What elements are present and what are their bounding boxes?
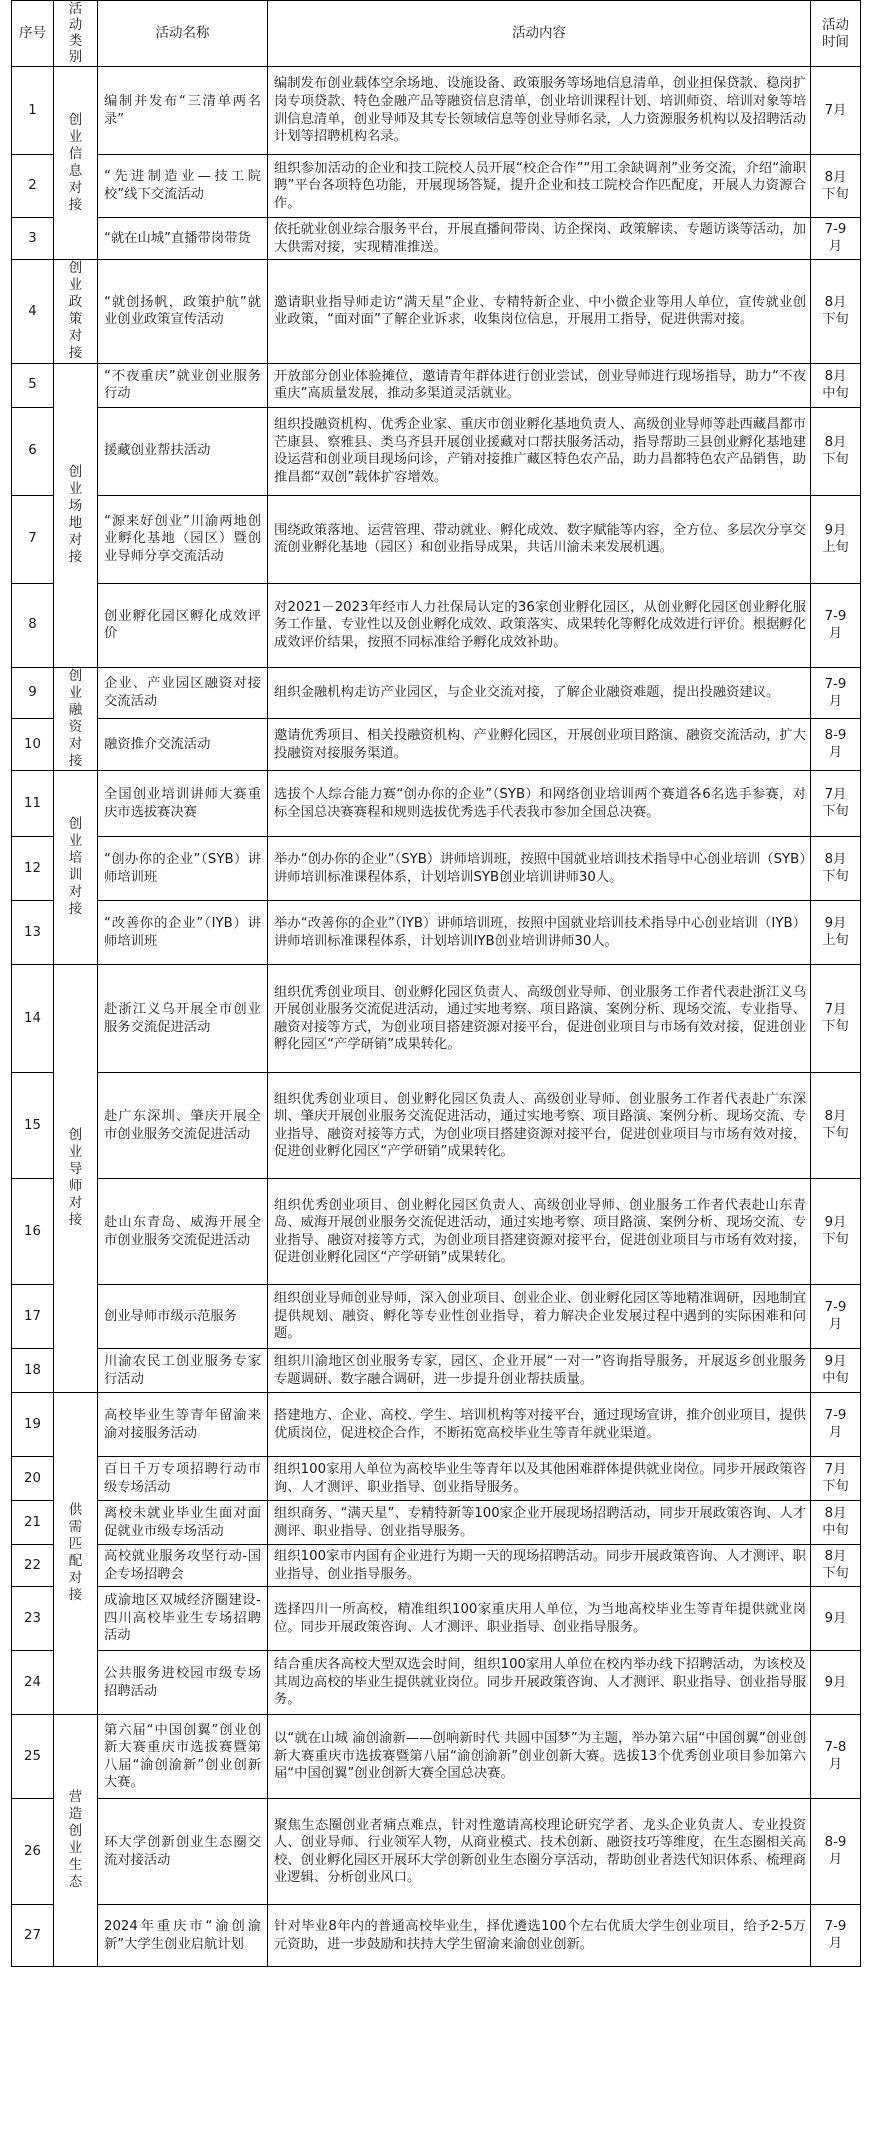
- activity-time: [811, 1715, 861, 1799]
- table-row: [12, 363, 861, 407]
- header-name: 活动名称: [98, 1, 268, 67]
- activity-name: 融资推介交流活动: [98, 719, 268, 771]
- category-label: 供需匹配对接: [68, 1502, 83, 1604]
- category-cell: [54, 260, 98, 364]
- activity-name: 赴广东深圳、肇庆开展全市创业服务交流促进活动: [98, 1073, 268, 1179]
- activity-time: [811, 837, 861, 901]
- activity-content: 组织优秀创业项目、创业孵化园区负责人、高级创业导师、创业服务工作者代表赴浙江义乌开展创业服务交流促进活动，通过实地考察、项目路演、案例分析、现场交流、专业指导、融资对接等方式，为创业项目搭建资源对接平台，促进创业项目与市场有效对接，促进创业孵化园区“产学研销”成果转化。: [268, 965, 811, 1073]
- row-seq: 21: [12, 1501, 54, 1545]
- activity-content: 开放部分创业体验摊位，邀请青年群体进行创业尝试，创业导师进行现场指导，助力“不夜重庆”高质量发展，推动多渠道灵活就业。: [268, 363, 811, 407]
- activity-content: 围绕政策落地、运营管理、带动就业、孵化成效、数字赋能等内容，全方位、多层次分享交流创业孵化基地（园区）和创业指导成果，共话川渝未来发展机遇。: [268, 495, 811, 583]
- activity-name: 创业孵化园区孵化成效评价: [98, 583, 268, 667]
- activity-table-container: [11, 0, 860, 1967]
- activity-name: 赴浙江义乌开展全市创业服务交流促进活动: [98, 965, 268, 1073]
- row-seq: 6: [12, 407, 54, 495]
- row-seq: 11: [12, 771, 54, 837]
- activity-name: 编制并发布“三清单两名录”: [98, 67, 268, 155]
- table-row: [12, 1457, 861, 1501]
- activity-name: 2024年重庆市“渝创渝新”大学生创业启航计划: [98, 1905, 268, 1967]
- activity-content: 编制发布创业载体空余场地、设施设备、政策服务等场地信息清单，创业担保贷款、稳岗扩岗专项贷款、特色金融产品等融资信息清单，创业培训课程计划、培训师资、培训对象等培训信息清单，创业导师及其专长领域信息等创业导师名录，人力资源服务机构以及招聘活动计划等招聘机构名录。: [268, 67, 811, 155]
- table-row: [12, 901, 861, 965]
- row-seq: 1: [12, 67, 54, 155]
- category-cell: [54, 1715, 98, 1967]
- activity-name: 第六届“中国创翼”创业创新大赛重庆市选拔赛暨第八届“渝创渝新”创业创新大赛。: [98, 1715, 268, 1799]
- activity-content: 以“就在山城 渝创渝新——创响新时代 共圆中国梦”为主题，举办第六届“中国创翼”创业创新大赛重庆市选拔赛暨第八届“渝创渝新”创业创新大赛。选拔13个优秀创业项目参加第六届“中国创翼”创业创新大赛全国总决赛。: [268, 1715, 811, 1799]
- table-row: [12, 1651, 861, 1715]
- activity-content: 举办“创办你的企业”（SYB）讲师培训班，按照中国就业培训技术指导中心创业培训（SYB）讲师培训标准课程体系，计划培训SYB创业培训讲师30人。: [268, 837, 811, 901]
- activity-name: 离校未就业毕业生面对面促就业市级专场活动: [98, 1501, 268, 1545]
- table-row: [12, 407, 861, 495]
- row-seq: 24: [12, 1651, 54, 1715]
- activity-time: [811, 1545, 861, 1587]
- activity-name: “就创扬帆，政策护航”就业创业政策宣传活动: [98, 260, 268, 364]
- category-label: 创业融资对接: [68, 667, 83, 769]
- row-seq: 23: [12, 1587, 54, 1651]
- activity-time: [811, 1285, 861, 1349]
- activity-time: [811, 965, 861, 1073]
- activity-time-text: 8-9月: [824, 1835, 847, 1868]
- category-label: 创业导师对接: [68, 1127, 83, 1229]
- row-seq: 3: [12, 218, 54, 260]
- activity-time: [811, 363, 861, 407]
- table-row: [12, 667, 861, 719]
- activity-time-text: 7-9月: [824, 676, 847, 709]
- activity-time-text: 9月: [824, 1674, 847, 1690]
- activity-name: 企业、产业园区融资对接交流活动: [98, 667, 268, 719]
- table-row: [12, 218, 861, 260]
- table-row: [12, 1905, 861, 1967]
- activity-time: [811, 1457, 861, 1501]
- row-seq: 12: [12, 837, 54, 901]
- category-label: 营造创业生态: [68, 1789, 83, 1891]
- table-row: [12, 67, 861, 155]
- activity-time: [811, 1651, 861, 1715]
- row-seq: 18: [12, 1349, 54, 1393]
- activity-time-text: 7-9月: [824, 1300, 847, 1333]
- activity-time: [811, 1179, 861, 1285]
- activity-content: 组织商务、“满天星”、专精特新等100家企业开展现场招聘活动，同步开展政策咨询、人才测评、职业指导、创业指导服务。: [268, 1501, 811, 1545]
- activity-content: 结合重庆各高校大型双选会时间，组织100家用人单位在校内举办线下招聘活动，为该校及其周边高校的毕业生提供就业岗位。同步开展政策咨询、人才测评、职业指导、创业指导服务。: [268, 1651, 811, 1715]
- activity-time: [811, 218, 861, 260]
- activity-time: [811, 771, 861, 837]
- activity-time-text: 7月下旬: [822, 1002, 849, 1035]
- table-row: [12, 495, 861, 583]
- table-row: [12, 1393, 861, 1457]
- activity-time-text: 9月: [824, 1610, 847, 1626]
- activity-time-text: 8月中旬: [822, 1506, 849, 1539]
- activity-time: [811, 667, 861, 719]
- activity-name: “就在山城”直播带岗带货: [98, 218, 268, 260]
- row-seq: 9: [12, 667, 54, 719]
- row-seq: 17: [12, 1285, 54, 1349]
- category-cell: [54, 67, 98, 260]
- activity-time-text: 9月上旬: [822, 916, 849, 949]
- activity-name: 赴山东青岛、威海开展全市创业服务交流促进活动: [98, 1179, 268, 1285]
- activity-name: 成渝地区双城经济圈建设-四川高校毕业生专场招聘活动: [98, 1587, 268, 1651]
- activity-time: [811, 407, 861, 495]
- activity-name: 援藏创业帮扶活动: [98, 407, 268, 495]
- activity-content: 搭建地方、企业、高校、学生、培训机构等对接平台，通过现场宣讲，推介创业项目，提供优质岗位，促进校企合作，不断拓宽高校毕业生等青年就业渠道。: [268, 1393, 811, 1457]
- activity-name: 川渝农民工创业服务专家行活动: [98, 1349, 268, 1393]
- activity-name: 环大学创新创业生态圈交流对接活动: [98, 1799, 268, 1905]
- table-row: [12, 1285, 861, 1349]
- header-time-text: 活动时间: [822, 16, 849, 50]
- table-row: [12, 1349, 861, 1393]
- activity-time-text: 8-9月: [824, 728, 847, 761]
- activity-content: 组织投融资机构、优秀企业家、重庆市创业孵化基地负责人、高级创业导师等赴西藏昌都市芒康县、察雅县、类乌齐县开展创业援藏对口帮扶服务活动，指导帮助三县创业孵化基地建设运营和创业项目现场问诊，产销对接推广藏区特色农产品，助力昌都特色农产品销售，助推昌都“双创”载体扩容增效。: [268, 407, 811, 495]
- activity-time: [811, 1393, 861, 1457]
- row-seq: 5: [12, 363, 54, 407]
- row-seq: 4: [12, 260, 54, 364]
- header-category-text: 活动类别: [68, 1, 83, 65]
- table-row: [12, 837, 861, 901]
- activity-time-text: 9月下旬: [822, 1215, 849, 1248]
- activity-content: 组织创业导师创业导师，深入创业项目、创业企业、创业孵化园区等地精准调研，因地制宜提供规划、融资、孵化等专业性创业指导，着力解决企业发展过程中遇到的实际困难和问题。: [268, 1285, 811, 1349]
- category-cell: [54, 1393, 98, 1715]
- activity-time: [811, 583, 861, 667]
- activity-content: 选择四川一所高校，精准组织100家重庆用人单位，为当地高校毕业生等青年提供就业岗位。同步开展政策咨询、人才测评、职业指导、创业指导服务。: [268, 1587, 811, 1651]
- activity-content: 组织参加活动的企业和技工院校人员开展“校企合作”“用工余缺调剂”业务交流，介绍“渝职聘”平台各项特色功能，开展现场答疑，提升企业和技工院校合作匹配度，开展人力资源合作。: [268, 155, 811, 218]
- activity-time-text: 7-9月: [824, 608, 847, 641]
- activity-name: 百日千万专项招聘行动市级专场活动: [98, 1457, 268, 1501]
- activity-time: [811, 155, 861, 218]
- table-row: [12, 1179, 861, 1285]
- activity-name: 高校就业服务攻坚行动-国企专场招聘会: [98, 1545, 268, 1587]
- row-seq: 27: [12, 1905, 54, 1967]
- activity-time-text: 7-9月: [824, 1919, 847, 1952]
- activity-content: 邀请职业指导师走访“满天星”企业、专精特新企业、中小微企业等用人单位，宣传就业创业政策，“面对面”了解企业诉求，收集岗位信息，开展用工指导，促进供需对接。: [268, 260, 811, 364]
- table-row: [12, 155, 861, 218]
- activity-content: 邀请优秀项目、相关投融资机构、产业孵化园区，开展创业项目路演、融资交流活动，扩大投融资对接服务渠道。: [268, 719, 811, 771]
- table-header-row: [12, 1, 861, 67]
- category-label: 创业信息对接: [68, 111, 83, 213]
- table-row: [12, 1715, 861, 1799]
- header-time: [811, 1, 861, 67]
- activity-time: [811, 1799, 861, 1905]
- activity-time: [811, 901, 861, 965]
- activity-name: 创业导师市级示范服务: [98, 1285, 268, 1349]
- row-seq: 20: [12, 1457, 54, 1501]
- row-seq: 7: [12, 495, 54, 583]
- activity-name: “不夜重庆”就业创业服务行动: [98, 363, 268, 407]
- row-seq: 13: [12, 901, 54, 965]
- activity-time-text: 8月下旬: [822, 295, 849, 327]
- activity-content: 组织100家用人单位为高校毕业生等青年以及其他困难群体提供就业岗位。同步开展政策咨询、人才测评、职业指导、创业指导服务。: [268, 1457, 811, 1501]
- row-seq: 16: [12, 1179, 54, 1285]
- activity-time-text: 8月中旬: [822, 368, 849, 401]
- activity-time-text: 7-9月: [824, 1408, 847, 1441]
- activity-time-text: 8月下旬: [822, 852, 849, 885]
- activity-content: 组织100家市内国有企业进行为期一天的现场招聘活动。同步开展政策咨询、人才测评、职业指导、创业指导服务。: [268, 1545, 811, 1587]
- activity-content: 组织优秀创业项目、创业孵化园区负责人、高级创业导师、创业服务工作者代表赴广东深圳、肇庆开展创业服务交流促进活动，通过实地考察、项目路演、案例分析、现场交流、专业指导、融资对接等方式，为创业项目搭建资源对接平台，促进创业项目与市场有效对接，促进创业孵化园区“产学研销”成果转化。: [268, 1073, 811, 1179]
- activity-name: “创办你的企业”（SYB）讲师培训班: [98, 837, 268, 901]
- category-cell: [54, 771, 98, 965]
- table-row: [12, 260, 861, 364]
- activity-content: 依托就业创业综合服务平台，开展直播间带岗、访企探岗、政策解读、专题访谈等活动，加大供需对接，实现精准推送。: [268, 218, 811, 260]
- activity-time-text: 7月: [824, 102, 847, 118]
- category-label: 创业政策对接: [68, 260, 83, 361]
- activity-time: [811, 1587, 861, 1651]
- activity-time: [811, 67, 861, 155]
- activity-content: 聚焦生态圈创业者痛点难点，针对性邀请高校理论研究学者、龙头企业负责人、专业投资人、创业导师、行业领军人物，从商业模式、技术创新、融资技巧等维度，在生态圈相关高校、创业孵化园区开展环大学创新创业生态圈分享活动，帮助创业者迭代知识体系、梳理商业逻辑、分析创业风口。: [268, 1799, 811, 1905]
- activity-name: 公共服务进校园市级专场招聘活动: [98, 1651, 268, 1715]
- header-category: [54, 1, 98, 67]
- row-seq: 22: [12, 1545, 54, 1587]
- activity-content: 组织优秀创业项目、创业孵化园区负责人、高级创业导师、创业服务工作者代表赴山东青岛、威海开展创业服务交流促进活动，通过实地考察、项目路演、案例分析、现场交流、专业指导、融资对接等方式，为创业项目搭建资源对接平台，促进创业项目与市场有效对接，促进创业孵化园区“产学研销”成果转化。: [268, 1179, 811, 1285]
- activity-time-text: 8月下旬: [822, 169, 849, 202]
- row-seq: 19: [12, 1393, 54, 1457]
- table-row: [12, 771, 861, 837]
- table-row: [12, 583, 861, 667]
- row-seq: 8: [12, 583, 54, 667]
- activity-time: [811, 1073, 861, 1179]
- activity-time-text: 8月下旬: [822, 434, 849, 467]
- table-row: [12, 1587, 861, 1651]
- table-row: [12, 1501, 861, 1545]
- activity-content: 组织川渝地区创业服务专家，园区、企业开展“一对一”咨询指导服务，开展返乡创业服务专题调研、数字融合调研，进一步提升创业帮扶质量。: [268, 1349, 811, 1393]
- activity-table: [11, 0, 861, 1967]
- activity-content: 对2021－2023年经市人力社保局认定的36家创业孵化园区，从创业孵化园区创业孵化服务工作量、专业性以及创业孵化成效、政策落实、成果转化等孵化成效进行评价。根据孵化成效评价结果，按照不同标准给予孵化成效补助。: [268, 583, 811, 667]
- category-cell: [54, 363, 98, 667]
- activity-time: [811, 1905, 861, 1967]
- activity-name: “先进制造业—技工院校”线下交流活动: [98, 155, 268, 218]
- activity-time: [811, 1501, 861, 1545]
- category-cell: [54, 965, 98, 1393]
- activity-time-text: 8月下旬: [822, 1549, 849, 1582]
- activity-time-text: 9月上旬: [822, 522, 849, 555]
- activity-content: 组织金融机构走访产业园区，与企业交流对接，了解企业融资难题，提出投融资建议。: [268, 667, 811, 719]
- activity-time: [811, 260, 861, 364]
- row-seq: 15: [12, 1073, 54, 1179]
- activity-time-text: 7月下旬: [822, 1462, 849, 1495]
- category-cell: [54, 667, 98, 771]
- activity-time-text: 7月下旬: [822, 787, 849, 820]
- activity-name: “改善你的企业”（IYB）讲师培训班: [98, 901, 268, 965]
- row-seq: 10: [12, 719, 54, 771]
- activity-name: 高校毕业生等青年留渝来渝对接服务活动: [98, 1393, 268, 1457]
- row-seq: 2: [12, 155, 54, 218]
- table-row: [12, 719, 861, 771]
- row-seq: 26: [12, 1799, 54, 1905]
- activity-time-text: 8月下旬: [822, 1109, 849, 1142]
- row-seq: 25: [12, 1715, 54, 1799]
- activity-content: 针对毕业8年内的普通高校毕业生，择优遴选100个左右优质大学生创业项目，给予2-5万元资助，进一步鼓励和扶持大学生留渝来渝创业创新。: [268, 1905, 811, 1967]
- activity-time-text: 7-8月: [824, 1740, 847, 1773]
- activity-content: 选拔个人综合能力赛“创办你的企业”（SYB）和网络创业培训两个赛道各6名选手参赛，对标全国总决赛赛程和规则选拔优秀选手代表我市参加全国总决赛。: [268, 771, 811, 837]
- table-row: [12, 1073, 861, 1179]
- activity-content: 举办“改善你的企业”（IYB）讲师培训班，按照中国就业培训技术指导中心创业培训（IYB）讲师培训标准课程体系，计划培训IYB创业培训讲师30人。: [268, 901, 811, 965]
- category-label: 创业培训对接: [68, 816, 83, 918]
- activity-time: [811, 719, 861, 771]
- row-seq: 14: [12, 965, 54, 1073]
- header-content: 活动内容: [268, 1, 811, 67]
- category-label: 创业场地对接: [68, 463, 83, 565]
- activity-time: [811, 495, 861, 583]
- table-row: [12, 1545, 861, 1587]
- activity-time-text: 7-9月: [824, 222, 847, 255]
- table-row: [12, 1799, 861, 1905]
- activity-time-text: 9月中旬: [822, 1354, 849, 1387]
- table-row: [12, 965, 861, 1073]
- header-seq: 序号: [12, 1, 54, 67]
- activity-name: “源来好创业”川渝两地创业孵化基地（园区）暨创业导师分享交流活动: [98, 495, 268, 583]
- activity-name: 全国创业培训讲师大赛重庆市选拔赛决赛: [98, 771, 268, 837]
- activity-time: [811, 1349, 861, 1393]
